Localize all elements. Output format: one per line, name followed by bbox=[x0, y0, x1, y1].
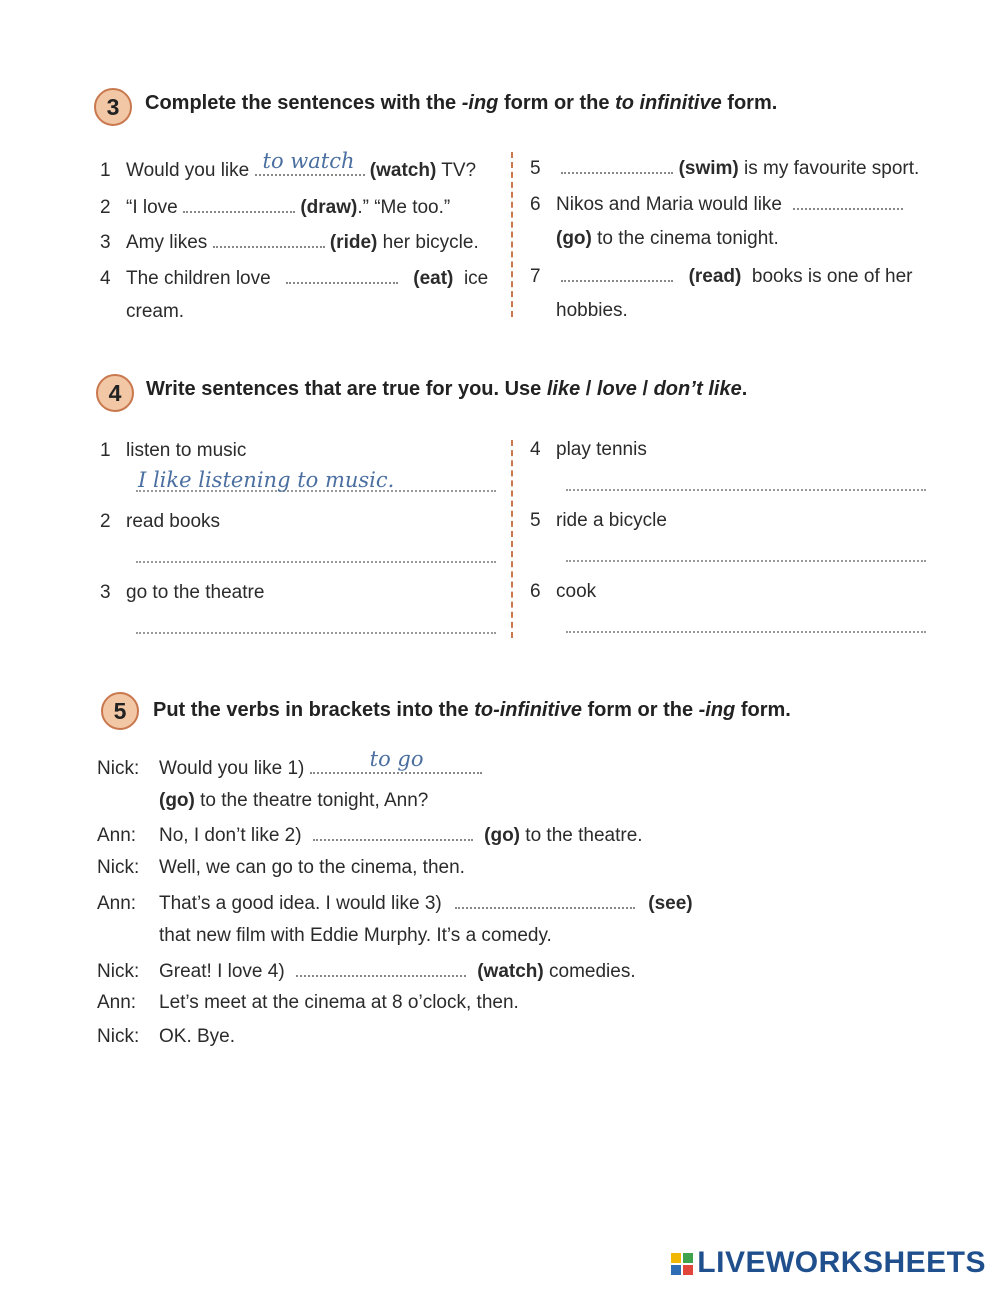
title-text: to infinitive bbox=[615, 92, 722, 114]
item-text: .” “Me too.” bbox=[357, 197, 451, 218]
exercise-4-title bbox=[146, 378, 747, 401]
dialogue-line-4-continuation: that new film with Eddie Murphy. It’s a comedy. bbox=[159, 925, 552, 946]
item-text: TV? bbox=[441, 160, 477, 181]
ex5-answer-3[interactable] bbox=[455, 891, 635, 909]
title-text: don’t like bbox=[653, 378, 742, 400]
handwritten-answer: to watch bbox=[262, 149, 355, 173]
ex3-answer-1[interactable] bbox=[255, 149, 365, 176]
dialogue-text: OK. Bye. bbox=[159, 1026, 236, 1047]
ex4-item-1 bbox=[100, 440, 246, 462]
column-divider bbox=[511, 152, 513, 317]
ex4-answer-6-line[interactable] bbox=[566, 631, 926, 633]
verb-hint: (go) bbox=[159, 790, 195, 811]
ex3-answer-2[interactable] bbox=[183, 195, 295, 213]
ex4-item-6 bbox=[530, 581, 596, 603]
ex3-item-1 bbox=[100, 149, 477, 182]
dialogue-text: to the theatre tonight, Ann? bbox=[200, 790, 429, 811]
verb-hint: (go) bbox=[556, 228, 592, 249]
dialogue-line-2 bbox=[97, 823, 643, 847]
item-prompt: go to the theatre bbox=[126, 582, 265, 603]
ex3-item-4 bbox=[100, 266, 488, 290]
dialogue-text: Would you like 1) bbox=[159, 758, 305, 779]
handwritten-answer: I like listening to music. bbox=[138, 468, 395, 492]
ex4-answer-5-line[interactable] bbox=[566, 560, 926, 562]
item-number: 4 bbox=[530, 439, 541, 460]
dialogue-line-5 bbox=[97, 959, 636, 983]
title-text: form or the bbox=[498, 92, 616, 114]
ex5-answer-2[interactable] bbox=[313, 823, 473, 841]
title-text: Write sentences that are true for you. Use bbox=[146, 378, 547, 400]
dialogue-line-1-continuation bbox=[159, 790, 428, 812]
verb-hint: (ride) bbox=[329, 232, 378, 253]
verb-hint: (draw) bbox=[300, 197, 358, 218]
item-text: Would you like bbox=[126, 160, 250, 181]
item-number: 1 bbox=[100, 440, 111, 461]
ex3-item-4-continuation: cream. bbox=[126, 301, 185, 322]
dialogue-line-1 bbox=[97, 747, 482, 780]
speaker-label: Ann: bbox=[97, 825, 137, 846]
title-text: Complete the sentences with the bbox=[145, 92, 462, 114]
dialogue-line-3 bbox=[97, 857, 465, 879]
item-prompt: play tennis bbox=[556, 439, 647, 460]
item-number: 2 bbox=[100, 511, 111, 532]
title-text: love bbox=[596, 378, 637, 400]
item-number: 3 bbox=[100, 582, 111, 603]
item-prompt: cook bbox=[556, 581, 597, 602]
title-text: -ing bbox=[461, 92, 499, 114]
item-prompt: ride a bicycle bbox=[556, 510, 667, 531]
dialogue-text: No, I don’t like 2) bbox=[159, 825, 302, 846]
ex3-answer-3[interactable] bbox=[213, 230, 325, 248]
handwritten-answer: to go bbox=[369, 747, 424, 771]
title-text: to-infinitive bbox=[474, 699, 582, 721]
dialogue-text: That’s a good idea. I would like 3) bbox=[159, 893, 442, 914]
title-text: / bbox=[636, 378, 654, 400]
title-text: Put the verbs in brackets into the bbox=[153, 699, 475, 721]
item-text: is my favourite sport. bbox=[744, 158, 920, 179]
ex3-item-3 bbox=[100, 230, 479, 254]
ex3-item-2 bbox=[100, 195, 450, 219]
title-text: form. bbox=[735, 699, 791, 721]
ex3-item-6 bbox=[530, 192, 903, 216]
dialogue-line-6 bbox=[97, 992, 519, 1014]
item-number: 7 bbox=[530, 266, 541, 287]
title-text: -ing bbox=[698, 699, 736, 721]
dialogue-text: Let’s meet at the cinema at 8 o’clock, then. bbox=[159, 992, 519, 1013]
item-prompt: listen to music bbox=[126, 440, 247, 461]
dialogue-line-7 bbox=[97, 1026, 235, 1048]
column-divider bbox=[511, 440, 513, 638]
logo-text: LIVEWORKSHEETS bbox=[697, 1246, 986, 1279]
dialogue-line-4 bbox=[97, 891, 693, 915]
ex3-answer-4[interactable] bbox=[286, 266, 398, 284]
ex3-item-6-continuation bbox=[556, 228, 779, 250]
speaker-label: Nick: bbox=[97, 857, 140, 878]
ex4-answer-3-line[interactable] bbox=[136, 632, 496, 634]
title-text: / bbox=[580, 378, 597, 400]
item-number: 6 bbox=[530, 581, 541, 602]
verb-hint: (go) bbox=[484, 825, 521, 846]
item-text: ice bbox=[463, 268, 489, 289]
speaker-label: Nick: bbox=[97, 1026, 140, 1047]
logo-grid-icon bbox=[671, 1253, 693, 1275]
ex4-answer-2-line[interactable] bbox=[136, 561, 496, 563]
ex5-answer-1[interactable] bbox=[310, 747, 482, 774]
exercise-3-number: 3 bbox=[94, 88, 132, 126]
ex3-answer-5[interactable] bbox=[561, 156, 673, 174]
speaker-label: Ann: bbox=[97, 893, 137, 914]
exercise-4-number: 4 bbox=[96, 374, 134, 412]
item-number: 1 bbox=[100, 160, 111, 181]
speaker-label: Nick: bbox=[97, 758, 140, 779]
dialogue-text: comedies. bbox=[549, 961, 636, 982]
item-number: 4 bbox=[100, 268, 111, 289]
verb-hint: (watch) bbox=[369, 160, 437, 181]
ex4-item-3 bbox=[100, 582, 264, 604]
speaker-label: Ann: bbox=[97, 992, 137, 1013]
item-number: 5 bbox=[530, 158, 541, 179]
dialogue-text: Well, we can go to the cinema, then. bbox=[159, 857, 465, 878]
ex4-item-4 bbox=[530, 439, 647, 461]
verb-hint: (read) bbox=[688, 266, 742, 287]
exercise-3-title bbox=[145, 92, 777, 115]
item-text: “I love bbox=[126, 197, 178, 218]
item-prompt: read books bbox=[126, 511, 221, 532]
ex5-answer-4[interactable] bbox=[296, 959, 466, 977]
verb-hint: (swim) bbox=[678, 158, 739, 179]
speaker-label: Nick: bbox=[97, 961, 140, 982]
ex4-answer-4-line[interactable] bbox=[566, 489, 926, 491]
title-text: . bbox=[741, 378, 748, 400]
item-number: 3 bbox=[100, 232, 111, 253]
item-text: to the cinema tonight. bbox=[597, 228, 779, 249]
ex3-item-5 bbox=[530, 156, 919, 180]
verb-hint: (watch) bbox=[477, 961, 544, 982]
item-text: books is one of her bbox=[751, 266, 913, 287]
item-text: Amy likes bbox=[126, 232, 208, 253]
item-text: The children love bbox=[126, 268, 271, 289]
title-text: form or the bbox=[581, 699, 699, 721]
ex4-item-2 bbox=[100, 511, 220, 533]
liveworksheets-logo[interactable] bbox=[671, 1246, 986, 1280]
verb-hint: (eat) bbox=[413, 268, 454, 289]
ex3-item-7-continuation: hobbies. bbox=[556, 300, 628, 321]
title-text: form. bbox=[721, 92, 778, 114]
exercise-5-title bbox=[153, 699, 791, 722]
title-text: like bbox=[546, 378, 581, 400]
ex3-answer-6[interactable] bbox=[793, 192, 903, 210]
ex3-item-7 bbox=[530, 264, 912, 288]
ex4-item-5 bbox=[530, 510, 667, 532]
ex3-answer-7[interactable] bbox=[561, 264, 673, 282]
item-text: Nikos and Maria would like bbox=[556, 194, 782, 215]
item-number: 6 bbox=[530, 194, 541, 215]
dialogue-text: to the theatre. bbox=[525, 825, 643, 846]
item-number: 2 bbox=[100, 197, 111, 218]
dialogue-text: Great! I love 4) bbox=[159, 961, 285, 982]
item-text: her bicycle. bbox=[382, 232, 479, 253]
exercise-5-number: 5 bbox=[101, 692, 139, 730]
verb-hint: (see) bbox=[648, 893, 693, 914]
item-number: 5 bbox=[530, 510, 541, 531]
